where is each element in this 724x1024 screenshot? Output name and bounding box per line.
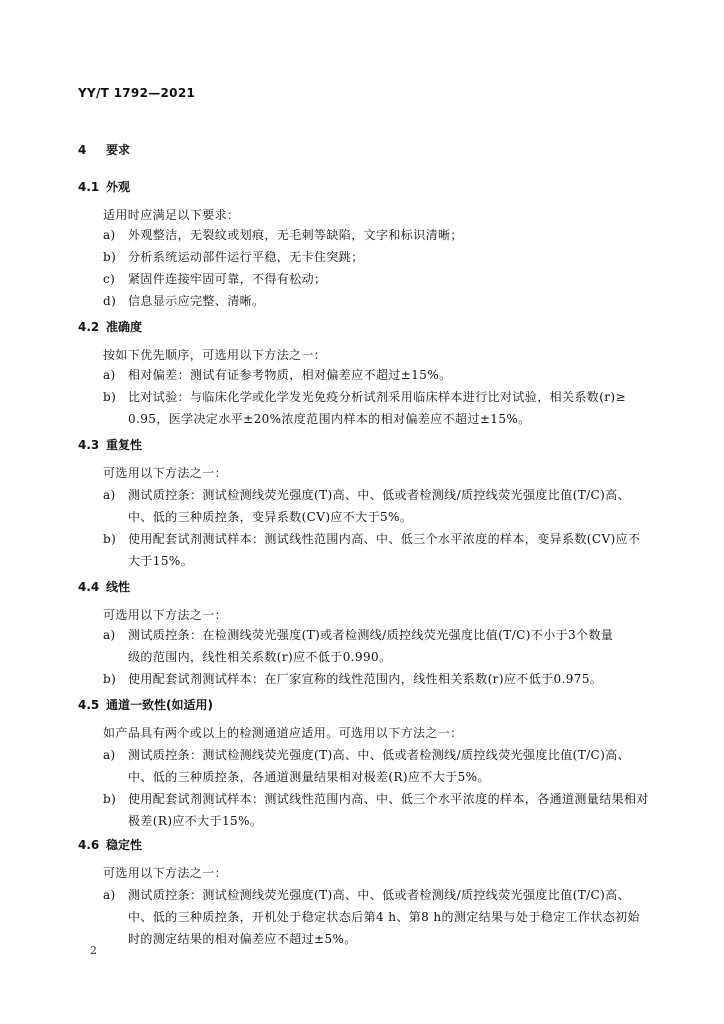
- section-number: 4.6: [78, 838, 100, 852]
- section-4-3-heading: [78, 436, 142, 453]
- item-text-continued: 大于15%。: [128, 554, 194, 568]
- item-label: c): [103, 272, 116, 286]
- item-label: b): [103, 532, 117, 546]
- item-text: 紧固件连接牢固可靠，不得有松动；: [128, 272, 327, 286]
- item-text: 测试质控条：测试检测线荧光强度(T)高、中、低或者检测线/质控线荧光强度比值(T/C)高、: [128, 748, 631, 762]
- list-item: [103, 226, 463, 243]
- list-item: [103, 248, 364, 265]
- item-text-continued: 中、低的三种质控条，变异系数(CV)应不大于5%。: [128, 510, 413, 524]
- list-item: [103, 886, 630, 903]
- item-text: 使用配套试剂测试样本：在厂家宣称的线性范围内，线性相关系数(r)应不低于0.975。: [128, 672, 603, 686]
- section-number: 4.3: [78, 438, 100, 452]
- item-text-continued: 中、低的三种质控条，开机处于稳定状态后第4 h、第8 h的测定结果与处于稳定工作状态初始: [128, 910, 640, 924]
- section-4-6-heading: [78, 836, 142, 853]
- item-text: 使用配套试剂测试样本：测试线性范围内高、中、低三个水平浓度的样本，变异系数(CV)应不: [128, 532, 641, 546]
- item-text: 分析系统运动部件运行平稳，无卡住突跳；: [128, 250, 364, 264]
- paragraph: 可选用以下方法之一：: [103, 608, 228, 622]
- list-item: [103, 670, 602, 687]
- item-text-continued: 极差(R)应不大于15%。: [128, 814, 263, 828]
- list-item: [103, 292, 264, 309]
- item-label: b): [103, 390, 117, 404]
- section-4-4-heading: [78, 578, 130, 595]
- section-4-5-heading: [78, 696, 213, 713]
- item-text: 测试质控条：测试检测线荧光强度(T)高、中、低或者检测线/质控线荧光强度比值(T/C)高、: [128, 488, 631, 502]
- item-label: a): [103, 228, 116, 242]
- item-text-continued: 中、低的三种质控条，各通道测量结果相对极差(R)应不大于5%。: [128, 770, 490, 784]
- standard-code: YY/T 1792—2021: [78, 86, 196, 100]
- section-title: 线性: [106, 580, 131, 594]
- list-item: [103, 486, 630, 503]
- list-item: [103, 388, 626, 405]
- section-title: 重复性: [106, 438, 143, 452]
- section-number: 4: [78, 143, 87, 157]
- item-label: a): [103, 628, 116, 642]
- section-number: 4.4: [78, 580, 100, 594]
- item-text-continued: 0.95，医学决定水平±20%浓度范围内样本的相对偏差应不超过±15%。: [128, 412, 531, 426]
- paragraph: 可选用以下方法之一：: [103, 466, 228, 480]
- list-item: [103, 366, 452, 383]
- item-text-continued: 时的测定结果的相对偏差应不超过±5%。: [128, 932, 357, 946]
- list-item: [103, 530, 640, 547]
- section-number: 4.2: [78, 320, 100, 334]
- item-label: b): [103, 672, 117, 686]
- section-title: 外观: [106, 180, 131, 194]
- paragraph: 适用时应满足以下要求：: [103, 208, 240, 222]
- item-text: 比对试验：与临床化学或化学发光免疫分析试剂采用临床样本进行比对试验，相关系数(r)≥: [128, 390, 626, 404]
- section-4-1-heading: [78, 178, 130, 195]
- item-label: a): [103, 748, 116, 762]
- section-4-2-heading: [78, 318, 142, 335]
- page-number: 2: [90, 944, 97, 957]
- item-text: 使用配套试剂测试样本：测试线性范围内高、中、低三个水平浓度的样本，各通道测量结果相对: [128, 792, 649, 806]
- item-label: d): [103, 294, 117, 308]
- item-text: 测试质控条：在检测线荧光强度(T)或者检测线/质控线荧光强度比值(T/C)不小于3个数量: [128, 628, 614, 642]
- paragraph: 如产品具有两个或以上的检测通道应适用。可选用以下方法之一：: [103, 726, 463, 740]
- list-item: [103, 746, 630, 763]
- section-4-heading: [78, 141, 130, 158]
- paragraph: 可选用以下方法之一：: [103, 866, 228, 880]
- item-label: b): [103, 792, 117, 806]
- section-title: 通道一致性(如适用): [106, 698, 213, 712]
- section-title: 稳定性: [106, 838, 143, 852]
- item-text: 相对偏差：测试有证参考物质，相对偏差应不超过±15%。: [128, 368, 452, 382]
- section-title: 准确度: [106, 320, 143, 334]
- item-label: a): [103, 888, 116, 902]
- item-text: 外观整洁，无裂纹或划痕，无毛刺等缺陷，文字和标识清晰；: [128, 228, 463, 242]
- list-item: [103, 626, 613, 643]
- item-label: a): [103, 488, 116, 502]
- item-text: 测试质控条：测试检测线荧光强度(T)高、中、低或者检测线/质控线荧光强度比值(T/C)高、: [128, 888, 631, 902]
- list-item: [103, 270, 326, 287]
- paragraph: 按如下优先顺序，可选用以下方法之一：: [103, 348, 327, 362]
- section-number: 4.5: [78, 698, 100, 712]
- section-title: 要求: [106, 143, 131, 157]
- section-number: 4.1: [78, 180, 100, 194]
- item-label: b): [103, 250, 117, 264]
- item-label: a): [103, 368, 116, 382]
- item-text-continued: 级的范围内，线性相关系数(r)应不低于0.990。: [128, 650, 392, 664]
- item-text: 信息显示应完整、清晰。: [128, 294, 265, 308]
- list-item: [103, 790, 649, 807]
